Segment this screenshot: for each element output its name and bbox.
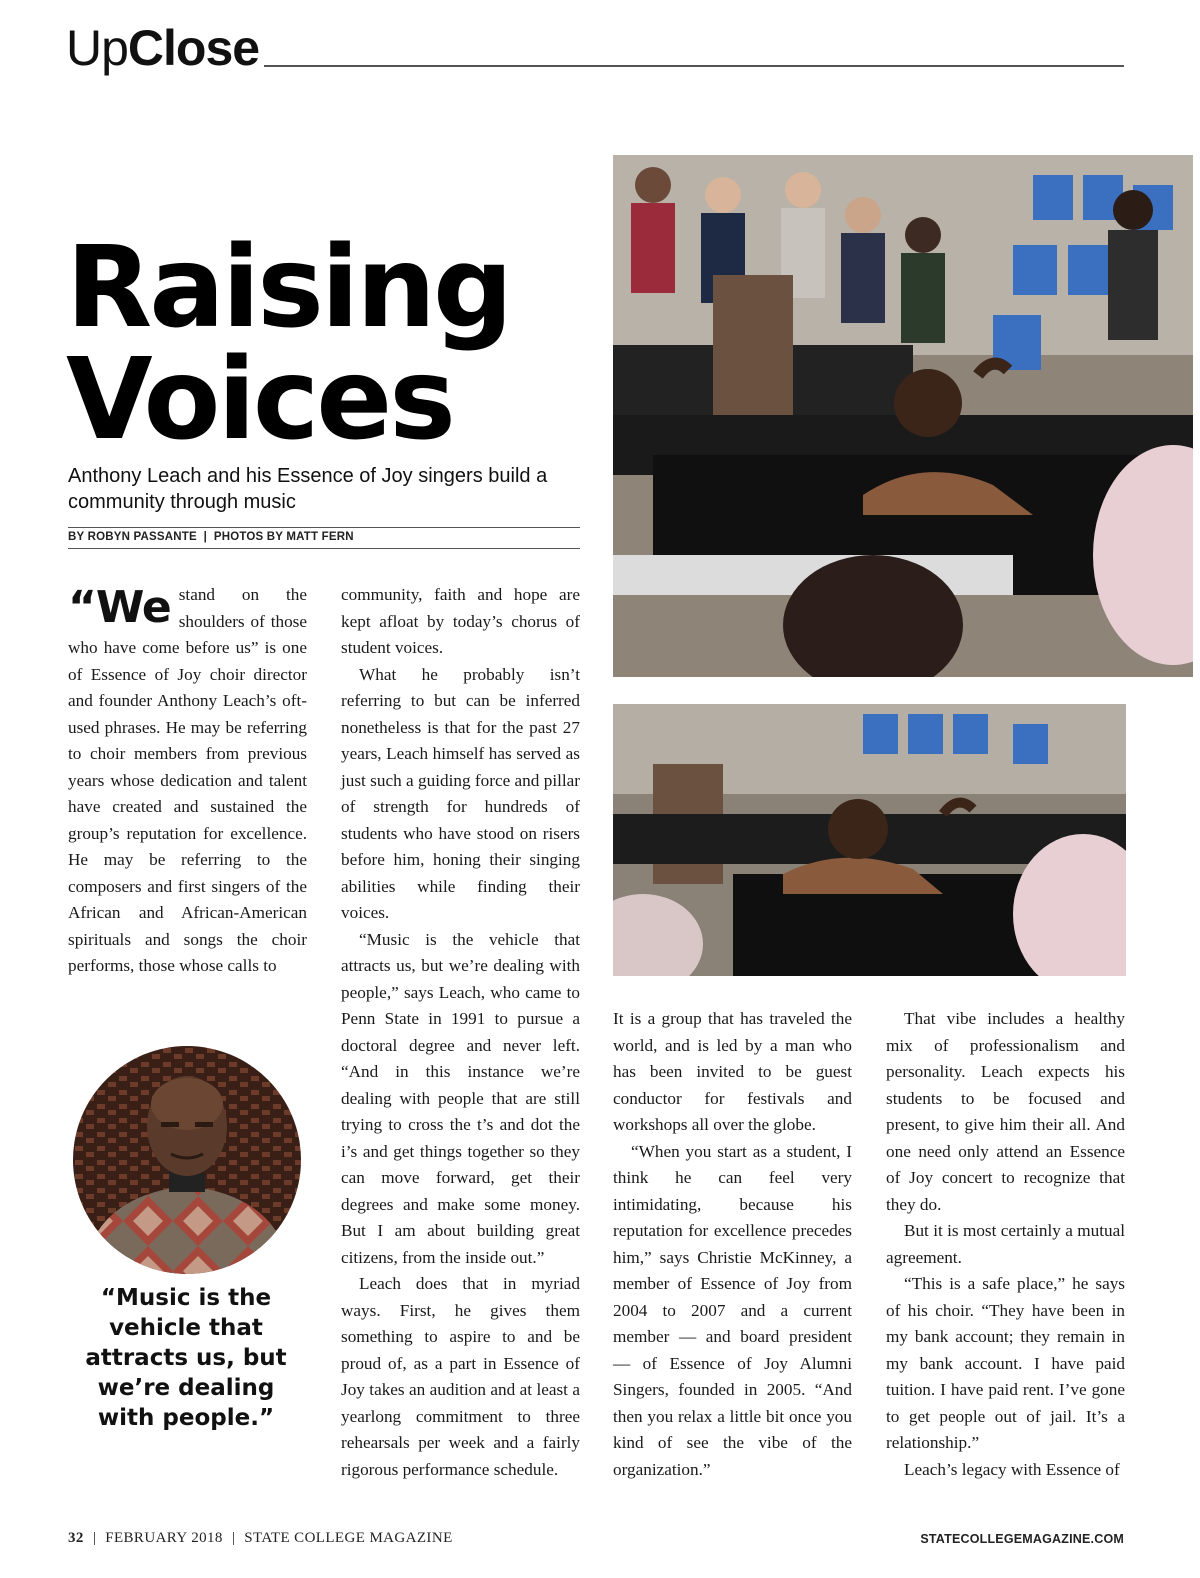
col1-paragraph-1: stand on the shoulders of those who have come before us” is one of Essence of Joy choir director and founder Anthony Leach’s oft-used phrases. He may be referring to choir members from previous years whose dedication and talent have created and sustained the group’s reputation for excellence. He may be referring to the composers and first singers of the African and African-American spirituals and songs the choir performs, those whose calls to [68,585,307,975]
pull-quote: “Music is the vehicle that attracts us, but we’re dealing with people.” [85,1285,287,1431]
body-column-2 [341,582,580,1483]
body-column-1 [68,582,307,980]
section-label-up: Up [66,20,128,76]
magazine-name: STATE COLLEGE MAGAZINE [244,1530,453,1546]
section-label-close: Close [127,20,260,76]
col4-paragraph-2: But it is most certainly a mutual agreement. [886,1221,1125,1267]
folio: 32 | FEBRUARY 2018 | STATE COLLEGE MAGAZINE [68,1530,453,1546]
col2-paragraph-1: community, faith and hope are kept afloat by today’s chorus of student voices. [341,585,580,657]
rehearsal-photo-large [613,155,1193,677]
headline-line-2: Voices [66,335,453,465]
dek: Anthony Leach and his Essence of Joy singers build a community through music [68,465,548,513]
headline [66,223,596,465]
byline: BY ROBYN PASSANTE | PHOTOS BY MATT FERN [68,531,354,543]
body-column-4 [886,1006,1125,1483]
byline-rule-top [68,527,580,528]
byline-rule-bottom [68,548,580,549]
drop-cap: “We [68,582,171,633]
header-rule [264,65,1124,67]
col2-paragraph-2: What he probably isn’t referring to but can be inferred nonetheless is that for the past 27 years, Leach himself has served as just such a guiding force and pillar of strength for hundreds of students who have stood on risers before him, honing their singing abilities while finding their voices. [341,664,580,922]
col4-paragraph-1: That vibe includes a healthy mix of professionalism and personality. Leach expects his students to be focused and present, to give him their all. And one need only attend an Essence of Joy concert to recognize that they do. [886,1009,1125,1214]
rehearsal-photo-small [613,704,1126,976]
section-label [66,18,259,78]
col4-paragraph-4: Leach’s legacy with Essence of [904,1459,1120,1479]
col3-paragraph-1: It is a group that has traveled the world, and is led by a man who has been invited to be guest conductor for festivals and workshops all over the globe. [613,1009,852,1134]
rehearsal-photo-small-illustration [613,704,1126,976]
body-column-3 [613,1006,852,1483]
col2-paragraph-3: “Music is the vehicle that attracts us, but we’re dealing with people,” says Leach, who came to Penn State in 1991 to pursue a doctoral degree and never left. “And in this instance we’re dealing with people that are still trying to cross the t’s and dot the i’s and get things together so they can move forward, get their degrees and make some money. But I am about building great citizens, from the inside out.” [341,929,580,1267]
headline-line-1: Raising [66,223,511,353]
portrait-illustration [73,1046,301,1274]
page-number: 32 [68,1530,84,1546]
col3-paragraph-2: “When you start as a student, I think he can feel very intimidating, because his reputation for excellence precedes him,” says Christie McKinney, a member of Essence of Joy from 2004 to 2007 and a current member — and board president — of Essence of Joy Alumni Singers, founded in 2005. “And then you relax a little bit once you kind of see the vibe of the organization.” [613,1141,852,1479]
rehearsal-photo-large-illustration [613,155,1193,677]
portrait-photo [73,1046,301,1274]
issue-date: FEBRUARY 2018 [105,1530,223,1546]
site-url: STATECOLLEGEMAGAZINE.COM [920,1532,1124,1546]
col4-paragraph-3: “This is a safe place,” he says of his choir. “They have been in my bank account; they remain in my bank account. I have paid tuition. I have paid rent. I’ve gone to get people out of jail. It’s a relationship.” [886,1274,1125,1452]
col2-paragraph-4: Leach does that in myriad ways. First, he gives them something to aspire to and be proud of, as a part in Essence of Joy takes an audition and at least a yearlong commitment to three rehearsals per week and a fairly rigorous performance schedule. [341,1274,580,1479]
